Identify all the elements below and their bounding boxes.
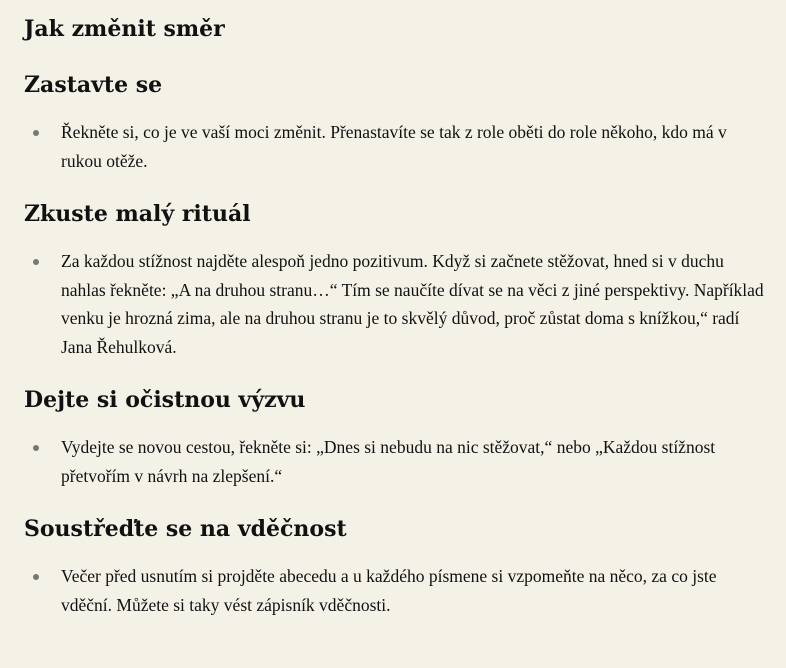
list-item-text: Večer před usnutím si projděte abecedu a u každého písmene si vzpomeňte na něco, za co jste vděční. Můžete si taky vést zápisník vděčnosti. — [61, 566, 717, 615]
list-item — [24, 562, 764, 619]
article-title: Jak změnit směr — [24, 16, 225, 42]
bullet-icon — [33, 445, 39, 451]
bullet-icon — [33, 130, 39, 136]
section-heading: Dejte si očistnou výzvu — [24, 387, 306, 413]
section-heading: Zastavte se — [24, 72, 163, 98]
section-heading: Zkuste malý rituál — [24, 201, 251, 227]
list-item — [24, 118, 764, 175]
list-item — [24, 247, 764, 361]
list-item-text: Vydejte se novou cestou, řekněte si: „Dnes si nebudu na nic stěžovat,“ nebo „Každou stížnost přetvořím v návrh na zlepšení.“ — [61, 437, 716, 486]
list-item-text: Řekněte si, co je ve vaší moci změnit. Přenastavíte se tak z role oběti do role někoho, kdo má v rukou otěže. — [61, 122, 727, 171]
bullet-icon — [33, 574, 39, 580]
section-list — [24, 433, 764, 490]
list-item-text: Za každou stížnost najděte alespoň jedno pozitivum. Když si začnete stěžovat, hned si v duchu nahlas řekněte: „A na druhou stranu…“ Tím se naučíte dívat se na věci z jiné perspektivy. Například venku je hrozná zima, ale na druhou stranu je to skvělý důvod, proč zůstat doma s knížkou,“ radí Jana Řehulková. — [61, 251, 764, 357]
section-list — [24, 247, 764, 361]
section-list — [24, 562, 764, 619]
section-heading: Soustřeďte se na vděčnost — [24, 516, 347, 542]
article — [24, 14, 764, 643]
list-item — [24, 433, 764, 490]
bullet-icon — [33, 259, 39, 265]
section-list — [24, 118, 764, 175]
